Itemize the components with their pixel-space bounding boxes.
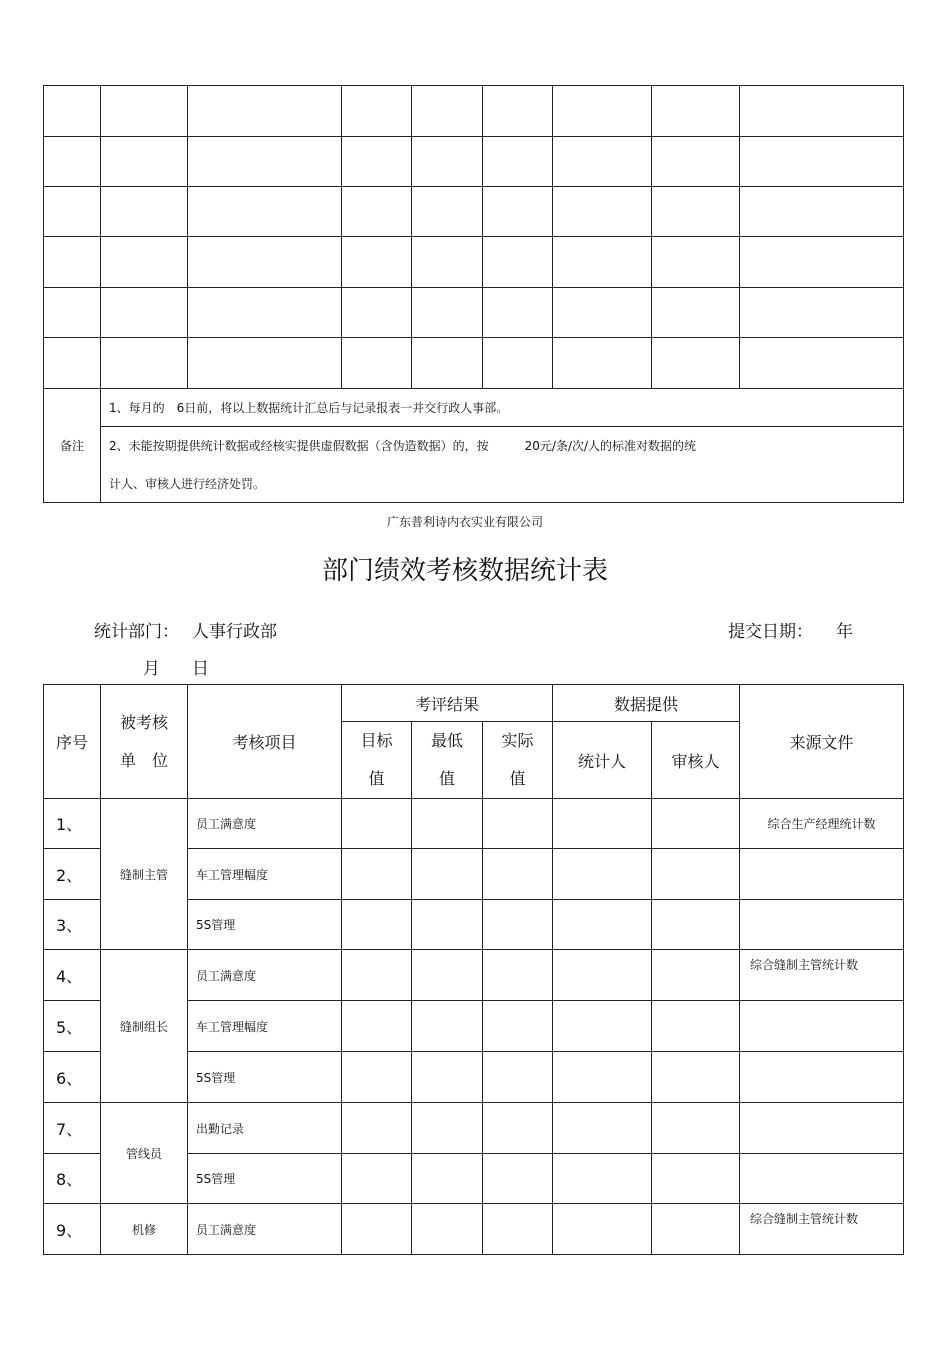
row-number: 7、 xyxy=(44,1103,101,1154)
row-source: 综合缝制主管统计数 xyxy=(740,1204,904,1255)
notes-line-1: 1、每月的 6日前，将以上数据统计汇总后与记录报表一并交行政人事部。 xyxy=(101,389,904,427)
row-source: 综合缝制主管统计数 xyxy=(740,950,904,1001)
empty-row xyxy=(44,137,904,187)
row-number: 2、 xyxy=(44,849,101,900)
month-label: 月 xyxy=(143,659,160,679)
empty-row xyxy=(44,288,904,338)
row-item: 5S管理 xyxy=(188,1052,342,1103)
row-source: 综合生产经理统计数 xyxy=(740,799,904,849)
row-number: 8、 xyxy=(44,1154,101,1204)
notes-line-3: 计人、审核人进行经济处罚。 xyxy=(101,465,904,503)
table-row xyxy=(44,1204,904,1255)
header-min-line2: 值 xyxy=(438,769,455,788)
header-source: 来源文件 xyxy=(740,685,904,799)
row-number: 1、 xyxy=(44,799,101,849)
row-item: 5S管理 xyxy=(188,900,342,950)
row-source xyxy=(740,1154,904,1204)
row-number: 4、 xyxy=(44,950,101,1001)
row-source xyxy=(740,1001,904,1052)
row-item: 员工满意度 xyxy=(188,950,342,1001)
header-min xyxy=(412,722,483,799)
header-seq: 序号 xyxy=(44,685,101,799)
header-target-line2: 值 xyxy=(368,769,385,788)
notes-label: 备注 xyxy=(44,389,101,503)
header-provide: 数据提供 xyxy=(553,685,740,722)
header-unit-line1: 被考核 xyxy=(119,712,168,732)
empty-row xyxy=(44,187,904,237)
row-number: 9、 xyxy=(44,1204,101,1255)
header-target xyxy=(342,722,412,799)
row-item: 员工满意度 xyxy=(188,1204,342,1255)
header-unit-line2: 单 位 xyxy=(119,750,168,770)
row-item: 出勤记录 xyxy=(188,1103,342,1154)
day-label: 日 xyxy=(192,659,209,679)
row-number: 5、 xyxy=(44,1001,101,1052)
table-row xyxy=(44,799,904,849)
header-stat-person: 统计人 xyxy=(553,722,652,799)
performance-data-table xyxy=(43,684,904,1255)
empty-row xyxy=(44,338,904,389)
row-source xyxy=(740,900,904,950)
row-number: 6、 xyxy=(44,1052,101,1103)
empty-row xyxy=(44,237,904,288)
row-unit: 缝制主管 xyxy=(101,799,188,950)
row-number: 3、 xyxy=(44,900,101,950)
row-unit: 缝制组长 xyxy=(101,950,188,1103)
row-source xyxy=(740,849,904,900)
header-min-line1: 最低 xyxy=(430,731,463,750)
previous-page-table xyxy=(43,85,904,503)
header-item: 考核项目 xyxy=(188,685,342,799)
row-source xyxy=(740,1052,904,1103)
header-target-line1: 目标 xyxy=(360,731,393,750)
header-reviewer: 审核人 xyxy=(652,722,740,799)
row-item: 车工管理幅度 xyxy=(188,849,342,900)
table-row xyxy=(44,1103,904,1154)
page-title: 部门绩效考核数据统计表 xyxy=(321,556,608,586)
empty-row xyxy=(44,86,904,137)
row-unit: 机修 xyxy=(101,1204,188,1255)
header-eval: 考评结果 xyxy=(342,685,553,722)
row-item: 员工满意度 xyxy=(188,799,342,849)
header-actual-line1: 实际 xyxy=(501,731,534,750)
header-unit xyxy=(101,685,188,799)
date-label: 提交日期： xyxy=(728,622,813,642)
company-name: 广东普利诗内衣实业有限公司 xyxy=(386,515,543,529)
header-actual xyxy=(483,722,553,799)
year-label: 年 xyxy=(836,622,853,642)
dept-label: 统计部门： xyxy=(94,622,179,642)
row-item: 车工管理幅度 xyxy=(188,1001,342,1052)
row-item: 5S管理 xyxy=(188,1154,342,1204)
notes-line-2: 2、未能按期提供统计数据或经核实提供虚假数据（含伪造数据）的，按 20元/条/次/人的标准对数据的统 xyxy=(101,427,904,465)
table-row xyxy=(44,950,904,1001)
row-unit: 管线员 xyxy=(101,1103,188,1204)
header-actual-line2: 值 xyxy=(509,769,526,788)
row-source xyxy=(740,1103,904,1154)
dept-value: 人事行政部 xyxy=(192,622,277,642)
